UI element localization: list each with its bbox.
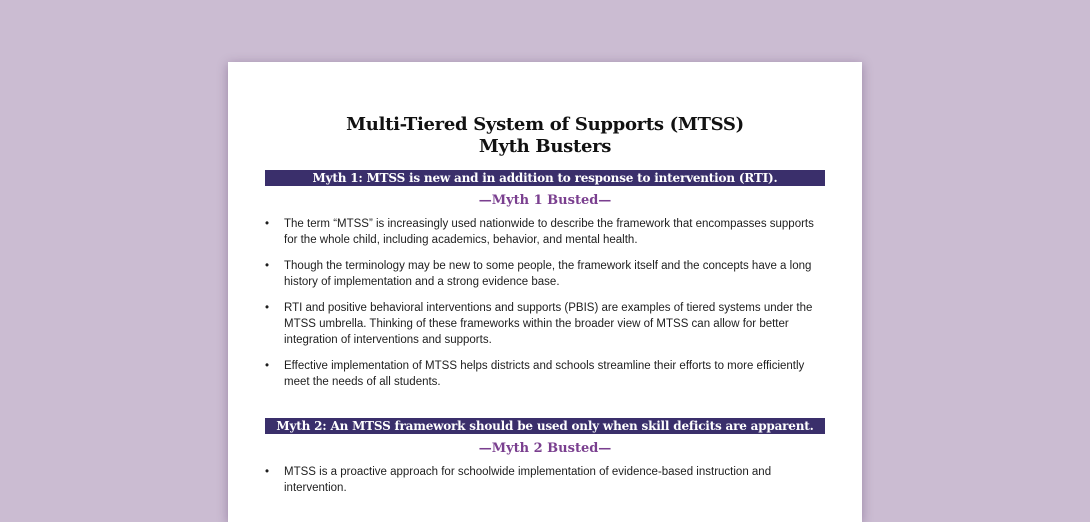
list-item <box>265 358 825 390</box>
list-item <box>265 300 825 348</box>
list-item <box>265 464 825 496</box>
bullet-marker: • <box>265 260 270 272</box>
myth-2-heading: Myth 2: An MTSS framework should be used only when skill deficits are apparent. <box>265 418 825 434</box>
list-item-text: RTI and positive behavioral interventions and supports (PBIS) are examples of tiered systems under the MTSS umbrella. Thinking of these frameworks within the broader view of MTSS can allow for better integration of interventions and supports. <box>284 302 813 346</box>
list-item-text: Though the terminology may be new to some people, the framework itself and the concepts have a long history of implementation and a strong evidence base. <box>284 260 812 288</box>
myth-1-busted-label: —Myth 1 Busted— <box>478 193 612 208</box>
list-item <box>265 216 825 248</box>
list-item-text: Effective implementation of MTSS helps districts and schools streamline their efforts to more efficiently meet the needs of all students. <box>284 360 805 388</box>
document-page <box>228 62 862 522</box>
list-item <box>265 258 825 290</box>
bullet-marker: • <box>265 302 270 314</box>
list-item-text: MTSS is a proactive approach for schoolwide implementation of evidence-based instruction and intervention. <box>284 466 772 494</box>
bullet-marker: • <box>265 466 270 478</box>
bullet-marker: • <box>265 360 270 372</box>
document-title-line1: Multi-Tiered System of Supports (MTSS) <box>346 114 744 135</box>
document-title-line2: Myth Busters <box>478 136 612 157</box>
myth-2-busted-label: —Myth 2 Busted— <box>478 441 612 456</box>
bullet-marker: • <box>265 218 270 230</box>
myth-1-heading: Myth 1: MTSS is new and in addition to response to intervention (RTI). <box>265 170 825 186</box>
myth-2-points <box>265 464 825 506</box>
list-item-text: The term “MTSS” is increasingly used nationwide to describe the framework that encompasses supports for the whole child, including academics, behavior, and mental health. <box>284 218 814 246</box>
myth-1-points <box>265 216 825 400</box>
